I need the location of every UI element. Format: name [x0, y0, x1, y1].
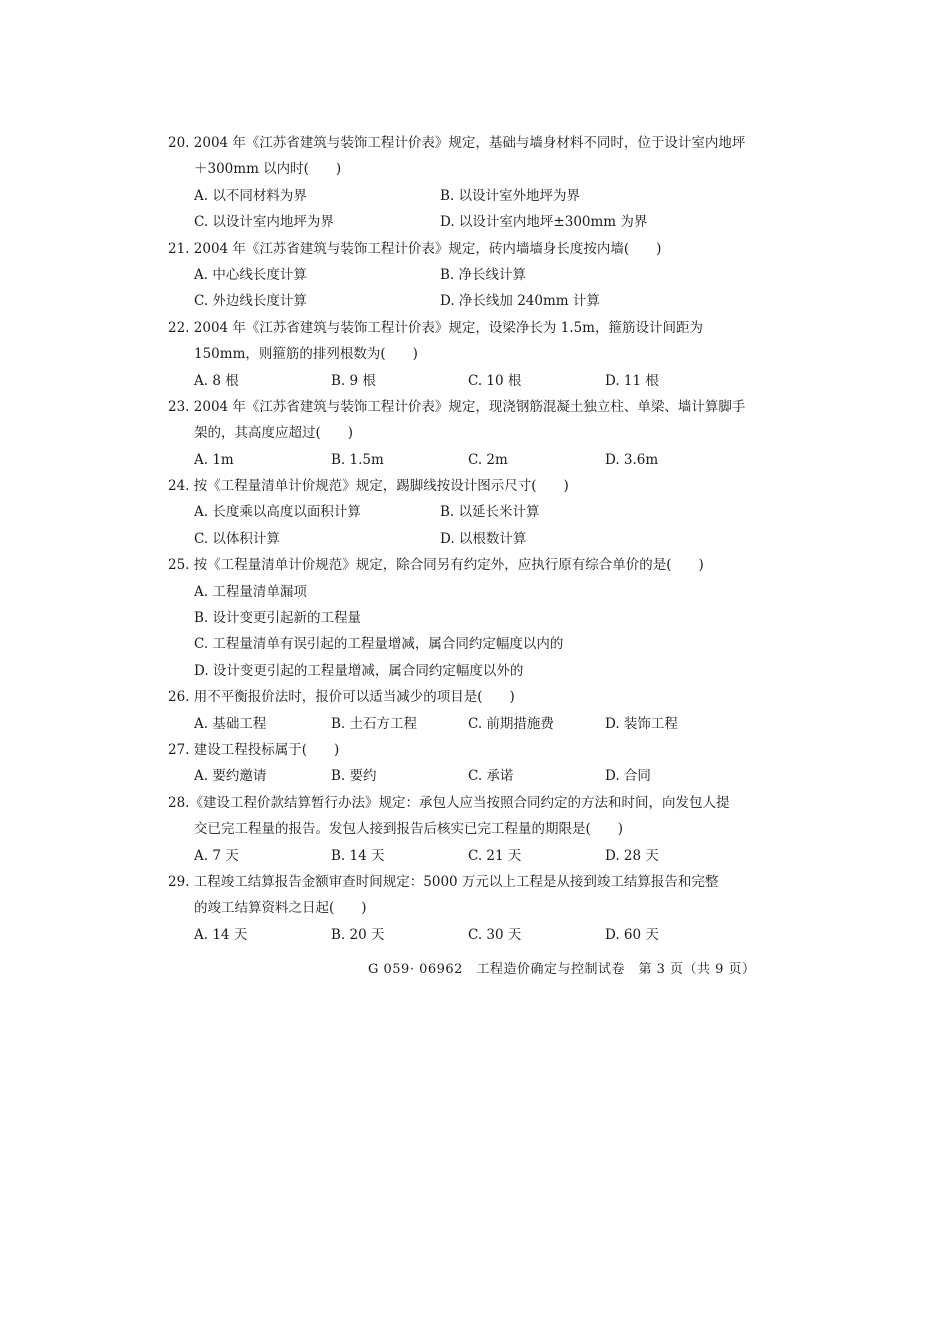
question-stem: 27. 建设工程投标属于( ) — [168, 741, 340, 758]
option-c: C. 工程量清单有误引起的工程量增减，属合同约定幅度以内的 — [194, 636, 564, 653]
question-22 — [168, 315, 788, 394]
question-28 — [168, 790, 788, 869]
option-b: B. 以设计室外地坪为界 — [440, 187, 581, 204]
question-25 — [168, 552, 788, 684]
option-c: C. 10 根 — [468, 372, 522, 389]
option-c: C. 外边线长度计算 — [194, 293, 307, 310]
option-b: B. 1.5m — [331, 451, 384, 468]
option-a: A. 工程量清单漏项 — [194, 583, 307, 600]
question-list — [168, 130, 788, 948]
question-21 — [168, 236, 788, 315]
options-row — [168, 288, 788, 314]
options-row — [168, 183, 788, 209]
question-26 — [168, 684, 788, 737]
options-row — [168, 262, 788, 288]
option-d: D. 净长线加 240mm 计算 — [440, 293, 600, 310]
question-stem: 26. 用不平衡报价法时，报价可以适当减少的项目是( ) — [168, 689, 515, 706]
option-b: B. 设计变更引起新的工程量 — [194, 610, 362, 627]
option-d: D. 11 根 — [605, 372, 659, 389]
option-b: B. 9 根 — [331, 372, 376, 389]
options-row — [168, 368, 788, 394]
page-footer: G 059· 06962 工程造价确定与控制试卷 第 3 页（共 9 页） — [368, 962, 756, 977]
question-stem: 21. 2004 年《江苏省建筑与装饰工程计价表》规定，砖内墙墙身长度按内墙( ) — [168, 240, 662, 257]
question-stem: 22. 2004 年《江苏省建筑与装饰工程计价表》规定，设梁净长为 1.5m，箍筋设计间距为 — [168, 319, 703, 336]
question-stem: 23. 2004 年《江苏省建筑与装饰工程计价表》规定，现浇钢筋混凝土独立柱、单梁、墙计算脚手 — [168, 398, 746, 415]
options-row — [168, 711, 788, 737]
option-b: B. 土石方工程 — [331, 715, 418, 732]
question-stem: ＋300mm 以内时( ) — [194, 161, 342, 178]
question-stem: 25. 按《工程量清单计价规范》规定，除合同另有约定外，应执行原有综合单价的是( ) — [168, 557, 704, 574]
question-20 — [168, 130, 788, 236]
option-a: A. 基础工程 — [194, 715, 267, 732]
question-stem: 24. 按《工程量清单计价规范》规定，踢脚线按设计图示尺寸( ) — [168, 478, 569, 495]
option-d: D. 合同 — [605, 768, 651, 785]
options-row — [168, 209, 788, 235]
option-a: A. 1m — [194, 451, 234, 468]
option-b: B. 以延长米计算 — [440, 504, 540, 521]
options-row — [168, 763, 788, 789]
options-row — [168, 922, 788, 948]
question-stem: 架的，其高度应超过( ) — [194, 425, 354, 442]
option-d: D. 以根数计算 — [440, 530, 527, 547]
option-c: C. 30 天 — [468, 926, 522, 943]
question-29 — [168, 869, 788, 948]
question-stem: 150mm，则箍筋的排列根数为( ) — [194, 346, 418, 363]
option-c: C. 21 天 — [468, 847, 522, 864]
option-c: C. 2m — [468, 451, 508, 468]
option-b: B. 20 天 — [331, 926, 385, 943]
options-row — [168, 447, 788, 473]
option-d: D. 28 天 — [605, 847, 659, 864]
options-row — [168, 499, 788, 525]
option-b: B. 要约 — [331, 768, 377, 785]
question-stem: 28.《建设工程价款结算暂行办法》规定：承包人应当按照合同约定的方法和时间，向发包人提 — [168, 794, 730, 811]
option-a: A. 8 根 — [194, 372, 239, 389]
option-a: A. 长度乘以高度以面积计算 — [194, 504, 361, 521]
option-c: C. 前期措施费 — [468, 715, 554, 732]
option-d: D. 设计变更引起的工程量增减，属合同约定幅度以外的 — [194, 662, 524, 679]
option-c: C. 以体积计算 — [194, 530, 280, 547]
question-stem: 29. 工程竣工结算报告金额审查时间规定：5000 万元以上工程是从接到竣工结算报告和完整 — [168, 873, 719, 890]
option-a: A. 7 天 — [194, 847, 239, 864]
options-row — [168, 526, 788, 552]
option-d: D. 60 天 — [605, 926, 659, 943]
option-c: C. 以设计室内地坪为界 — [194, 214, 334, 231]
option-d: D. 以设计室内地坪±300mm 为界 — [440, 214, 648, 231]
question-stem: 交已完工程量的报告。发包人接到报告后核实已完工程量的期限是( ) — [194, 821, 624, 838]
question-stem: 20. 2004 年《江苏省建筑与装饰工程计价表》规定，基础与墙身材料不同时，位于设计室内地坪 — [168, 135, 746, 151]
option-b: B. 净长线计算 — [440, 266, 527, 283]
question-27 — [168, 737, 788, 790]
question-23 — [168, 394, 788, 473]
question-24 — [168, 473, 788, 552]
question-stem: 的竣工结算资料之日起( ) — [194, 900, 367, 917]
option-d: D. 装饰工程 — [605, 715, 678, 732]
option-c: C. 承诺 — [468, 768, 514, 785]
option-b: B. 14 天 — [331, 847, 385, 864]
option-d: D. 3.6m — [605, 451, 659, 468]
option-a: A. 要约邀请 — [194, 768, 267, 785]
option-a: A. 14 天 — [194, 926, 248, 943]
option-a: A. 中心线长度计算 — [194, 266, 307, 283]
option-a: A. 以不同材料为界 — [194, 187, 307, 204]
options-row — [168, 843, 788, 869]
